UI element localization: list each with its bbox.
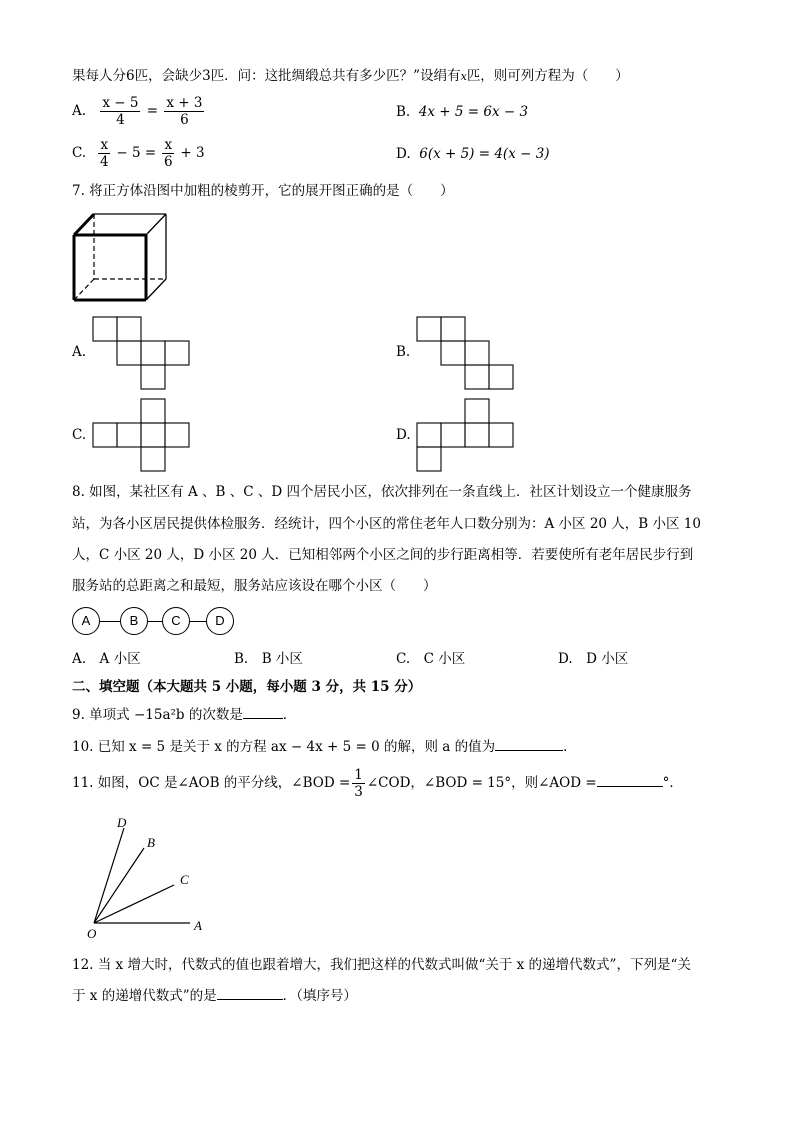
label-o: O — [87, 926, 97, 941]
q6-option-a[interactable]: A. $\frac{x - 5}{4}$ = $\frac{x + 3}{6}$ — [72, 95, 203, 128]
answer-blank[interactable] — [495, 750, 563, 751]
q7-net-a[interactable] — [92, 316, 192, 390]
label-c: C — [180, 872, 189, 887]
fraction: $\frac{x}{6}$ — [163, 137, 173, 170]
label-d: D — [117, 815, 127, 830]
q6-option-c[interactable]: C. $\frac{x}{4}$ − 5 = $\frac{x}{6}$ + 3 — [72, 137, 205, 170]
section-title: 二、填空题（本大题共 5 小题，每小题 3 分，共 15 分） — [72, 679, 422, 695]
q6-stem: 果每人分6匹，会缺少3匹．问：这批绸缎总共有多少匹？”设绢有x匹，则可列方程为（ ） — [72, 68, 629, 84]
answer-blank[interactable] — [243, 718, 283, 719]
q7-stem: 7. 将正方体沿图中加粗的棱剪开，它的展开图正确的是（ ） — [72, 183, 454, 199]
q8-line-2: 站，为各小区居民提供体检服务．经统计，四个小区的常住老年人口数分别为：A 小区 20 人，B 小区 10 — [72, 516, 701, 532]
q8-option-c[interactable]: C. C 小区 — [396, 651, 466, 667]
q7-net-d[interactable] — [416, 398, 516, 472]
q12-line-1: 12. 当 x 增大时，代数式的值也跟着增大，我们把这样的代数式叫做“关于 x 的递增代数式”，下列是“关 — [72, 957, 691, 973]
q8-option-d[interactable]: D. D 小区 — [558, 651, 629, 667]
connector — [100, 621, 120, 622]
q8-option-a[interactable]: A. A 小区 — [72, 651, 141, 667]
answer-blank[interactable] — [597, 786, 663, 787]
label-b: B — [147, 835, 155, 850]
answer-blank[interactable] — [217, 999, 283, 1000]
q9: 9. 单项式 −15a²b 的次数是 ． — [72, 707, 297, 723]
q10: 10. 已知 x = 5 是关于 x 的方程 ax − 4x + 5 = 0 的解，则 a 的值为 ． — [72, 739, 577, 755]
q6-option-b[interactable]: B. 4x + 5 = 6x − 3 — [396, 104, 529, 120]
q7-net-b[interactable] — [416, 316, 516, 390]
connector — [148, 621, 162, 622]
cube-figure — [70, 210, 200, 310]
q7-option-b-label[interactable]: B. — [396, 344, 411, 360]
node-d: D — [206, 607, 234, 635]
q7-net-c[interactable] — [92, 398, 192, 472]
q12-line-2: 于 x 的递增代数式”的是 ．（填序号） — [72, 988, 357, 1004]
q7-option-a-label[interactable]: A. — [72, 344, 87, 360]
q6-option-d[interactable]: D. 6(x + 5) = 4(x − 3) — [396, 146, 550, 162]
node-c: C — [162, 607, 190, 635]
label-a: A — [194, 918, 202, 933]
angle-figure — [82, 812, 217, 942]
q11: 11. 如图，OC 是∠AOB 的平分线，∠BOD = $\frac{1}{3}$ ∠COD，∠BOD = 15°，则∠AOD = °． — [72, 767, 683, 800]
fraction: $\frac{x + 3}{6}$ — [166, 95, 203, 128]
node-b: B — [120, 607, 148, 635]
node-a: A — [72, 607, 100, 635]
fraction: $\frac{x - 5}{4}$ — [102, 95, 139, 128]
q8-option-b[interactable]: B. B 小区 — [234, 651, 303, 667]
q8-line-3: 人，C 小区 20 人，D 小区 20 人．已知相邻两个小区之间的步行距离相等．若要使所有老年居民步行到 — [72, 547, 694, 563]
q8-line-1: 8. 如图，某社区有 A 、B 、C 、D 四个居民小区，依次排列在一条直线上．社区计划设立一个健康服务 — [72, 484, 692, 500]
connector — [190, 621, 206, 622]
fraction: $\frac{x}{4}$ — [99, 137, 109, 170]
q7-option-c-label[interactable]: C. — [72, 427, 87, 443]
q8-line-4: 服务站的总距离之和最短，服务站应该设在哪个小区（ ） — [72, 578, 437, 594]
fraction: $\frac{1}{3}$ — [354, 767, 363, 800]
q7-option-d-label[interactable]: D. — [396, 427, 411, 443]
